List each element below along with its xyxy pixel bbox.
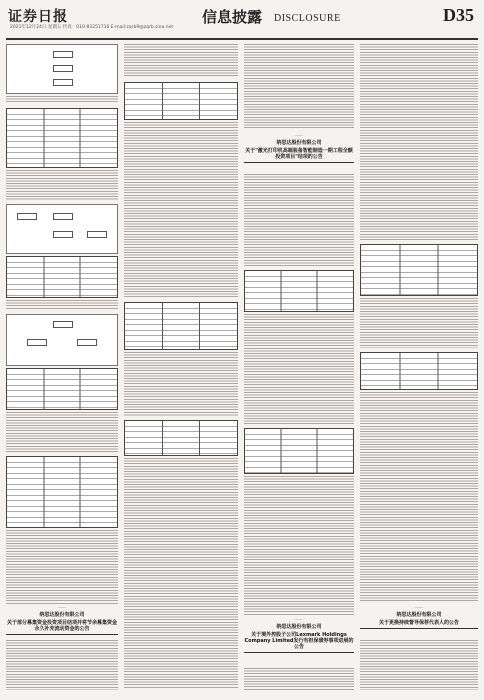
body-text [124,458,238,688]
announcement-company: 纳思达股份有限公司 [276,624,322,630]
newspaper-logo: 证券日报 [8,9,68,25]
body-text [360,298,478,348]
divider [244,652,354,653]
data-table [124,420,238,456]
announcement-header [6,606,118,636]
announcement-company: 纳思达股份有限公司 [276,140,322,146]
stock-code: ········ [294,618,304,622]
announcement-company: 纳思达股份有限公司 [39,612,85,618]
org-chart [6,44,118,94]
body-text [6,640,118,690]
divider [360,628,478,629]
data-table [6,256,118,298]
announcement-company: 纳思达股份有限公司 [396,612,442,618]
org-chart [6,314,118,366]
stock-code: ········ [414,606,424,610]
column-1 [6,40,118,694]
data-table [244,270,354,312]
body-text [124,352,238,416]
section-title: 信息披露 [202,8,263,26]
data-table [360,244,478,296]
data-table [6,456,118,528]
column-3 [244,40,354,694]
body-text [244,668,354,690]
column-4 [360,40,478,694]
announcement-title: 关于"激光打印机高端装备智能制造一期工程全额投资项目"结项的公告 [245,148,353,160]
issue-meta: 2021年12月24日 星期五 传真：010-83251716 E-mail:zqrb9@zqrb.sina.net [10,25,174,30]
masthead [6,4,478,40]
data-table [124,302,238,350]
data-table [6,108,118,168]
body-text [244,314,354,424]
body-text [6,170,118,200]
body-text [244,476,354,616]
announcement-header [360,606,478,630]
page-number: D35 [443,5,474,25]
body-text [124,122,238,298]
body-text [6,530,118,604]
body-text [6,96,118,104]
org-chart [6,204,118,254]
stock-code: ········ [57,606,67,610]
announcement-title: 关于境外控股子公司Lexmark Holdings Company Limited发行有担保债券事项进展的公告 [244,632,354,650]
data-table [124,82,238,120]
body-text [124,44,238,78]
column-2 [124,40,238,694]
data-table [360,352,478,390]
divider [6,634,118,635]
data-table [244,428,354,474]
announcement-title: 关于更换持续督导保荐代表人的公告 [378,620,459,626]
body-text [360,44,478,240]
section-title-en: DISCLOSURE [274,13,341,24]
body-text [244,44,354,130]
body-text [6,412,118,452]
divider [244,162,354,163]
announcement-header [244,134,354,164]
stock-code: ········ [294,134,304,138]
body-text [6,300,118,310]
body-text [360,392,478,602]
announcement-header [244,618,354,654]
announcement-title: 关于部分募集资金投资项目结项并将节余募集资金永久补充流动资金的公告 [6,620,117,632]
data-table [6,368,118,410]
body-text [360,640,478,690]
article-columns [6,40,478,694]
body-text [244,174,354,266]
